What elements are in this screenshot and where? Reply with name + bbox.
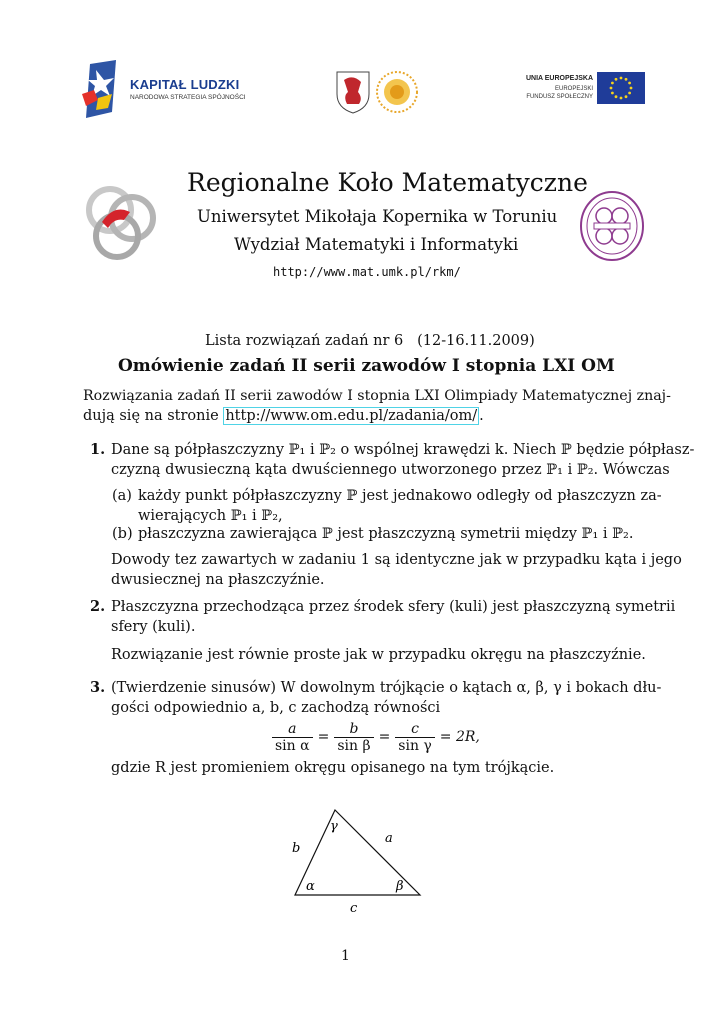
label-b: b bbox=[292, 841, 301, 856]
fraction-a-den: sin α bbox=[272, 737, 313, 754]
problem-3-line1: (Twierdzenie sinusów) W dowolnym trójkącie o kątach α, β, γ i bokach dłu- bbox=[111, 680, 662, 696]
eu-line3: FUNDUSZ SPOŁECZNY bbox=[526, 94, 593, 100]
intro-line2-post: . bbox=[479, 408, 484, 424]
fraction-c-den: sin γ bbox=[395, 737, 435, 754]
label-a: a bbox=[385, 831, 393, 846]
fraction-b bbox=[334, 721, 373, 754]
problem-2-number: 2. bbox=[90, 598, 106, 615]
header-url[interactable]: http://www.mat.umk.pl/rkm/ bbox=[273, 265, 461, 279]
label-alpha: α bbox=[306, 879, 315, 894]
problem-1b-line1: płaszczyzna zawierająca ℙ jest płaszczyzną symetrii między ℙ₁ i ℙ₂. bbox=[138, 526, 634, 542]
problem-1a-line2: wierających ℙ₁ i ℙ₂, bbox=[138, 508, 283, 524]
fraction-c-num: c bbox=[411, 720, 419, 737]
rings-logo-icon bbox=[82, 182, 162, 262]
problem-1-number: 1. bbox=[90, 441, 106, 458]
kapital-ludzki-emblem-icon bbox=[82, 60, 124, 120]
fraction-b-den: sin β bbox=[334, 737, 373, 754]
university-seal-icon bbox=[578, 190, 646, 262]
fraction-b-num: b bbox=[349, 720, 359, 737]
problem-3-line2: gości odpowiednio a, b, c zachodzą równości bbox=[111, 700, 441, 716]
kl-title: KAPITAŁ LUDZKI bbox=[130, 77, 240, 92]
kapital-ludzki-logo bbox=[82, 60, 252, 120]
coat-of-arms-icon bbox=[335, 70, 371, 114]
problem-1-line1: Dane są półpłaszczyzny ℙ₁ i ℙ₂ o wspólnej krawędzi k. Niech ℙ będzie półpłasz- bbox=[111, 442, 695, 458]
problem-3-number: 3. bbox=[90, 679, 106, 696]
problem-2-line2: sfery (kuli). bbox=[111, 619, 196, 635]
fraction-c bbox=[395, 721, 435, 754]
triangle-figure bbox=[280, 800, 480, 920]
formula-rhs: = 2R, bbox=[439, 729, 480, 745]
department-name: Wydział Matematyki i Informatyki bbox=[234, 235, 519, 254]
page-number: 1 bbox=[341, 948, 350, 964]
problem-1b-label: (b) bbox=[112, 526, 133, 542]
fraction-a-num: a bbox=[288, 720, 297, 737]
problem-1-remark-line2: dwusiecznej na płaszczyźnie. bbox=[111, 572, 325, 588]
problem-1-line2: czyzną dwusieczną kąta dwuściennego utworzonego przez ℙ₁ i ℙ₂. Wówczas bbox=[111, 462, 670, 478]
problem-1a-label: (a) bbox=[112, 488, 132, 504]
problem-1-remark-line1: Dowody tez zawartych w zadaniu 1 są identyczne jak w przypadku kąta i jego bbox=[111, 552, 682, 568]
problem-1a-line1: każdy punkt półpłaszczyzny ℙ jest jednakowo odległy od płaszczyzn za- bbox=[138, 488, 662, 504]
equals-2: = bbox=[378, 729, 391, 745]
eu-line1: UNIA EUROPEJSKA bbox=[525, 75, 593, 82]
list-info: Lista rozwiązań zadań nr 6 (12-16.11.2009) bbox=[205, 333, 535, 349]
intro-line1: Rozwiązania zadań II serii zawodów I stopnia LXI Olimpiady Matematycznej znaj- bbox=[83, 388, 671, 404]
intro-line2 bbox=[83, 406, 484, 426]
om-link[interactable]: http://www.om.edu.pl/zadania/om/ bbox=[225, 408, 478, 424]
equals-1: = bbox=[317, 729, 330, 745]
list-heading: Omówienie zadań II serii zawodów I stopnia LXI OM bbox=[118, 356, 615, 376]
sine-law-formula bbox=[272, 716, 480, 758]
fraction-a bbox=[272, 721, 313, 754]
label-c: c bbox=[350, 901, 358, 916]
label-beta: β bbox=[396, 879, 404, 894]
problem-2-line1: Płaszczyzna przechodząca przez środek sfery (kuli) jest płaszczyzną symetrii bbox=[111, 599, 676, 615]
eu-line2: EUROPEJSKI bbox=[554, 86, 593, 92]
kl-subtitle: NARODOWA STRATEGIA SPÓJNOŚCI bbox=[130, 94, 246, 101]
university-name: Uniwersytet Mikołaja Kopernika w Toruniu bbox=[197, 207, 558, 226]
eu-flag-icon bbox=[597, 72, 645, 104]
page-title: Regionalne Koło Matematyczne bbox=[187, 168, 588, 197]
problem-3-after: gdzie R jest promieniem okręgu opisanego na tym trójkącie. bbox=[111, 760, 555, 776]
eu-logo bbox=[520, 72, 645, 108]
label-gamma: γ bbox=[330, 819, 338, 834]
problem-2-remark: Rozwiązanie jest równie proste jak w przypadku okręgu na płaszczyźnie. bbox=[111, 647, 646, 663]
sun-emblem-icon bbox=[375, 70, 419, 114]
intro-line2-pre: dują się na stronie bbox=[83, 408, 224, 424]
region-emblems bbox=[335, 70, 420, 116]
